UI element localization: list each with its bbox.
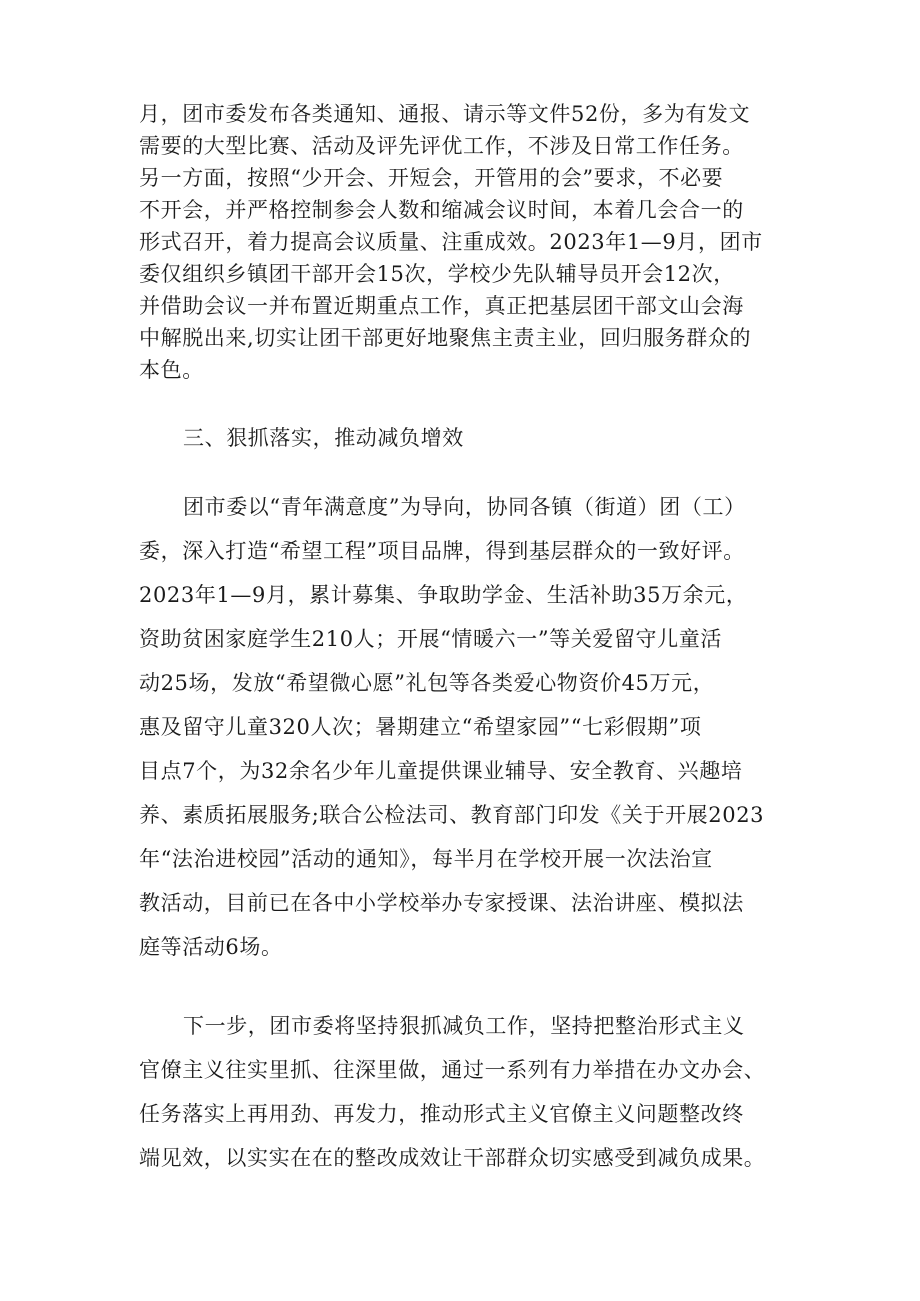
paragraph-3-line-3: 任务落实上再用劲、再发力，推动形式主义官僚主义问题整改终 xyxy=(139,1102,744,1126)
paragraph-2-line-2: 委，深入打造“希望工程”项目品牌，得到基层群众的一致好评。 xyxy=(139,539,745,563)
paragraph-1-line-5: 形式召开，着力提高会议质量、注重成效。2023年1—9月，团市 xyxy=(139,230,763,254)
paragraph-1-line-6: 委仅组织乡镇团干部开会15次，学校少先队辅导员开会12次， xyxy=(139,262,735,286)
paragraph-2-line-3: 2023年1—9月，累计募集、争取助学金、生活补助35万余元， xyxy=(139,583,748,607)
paragraph-1-line-8: 中解脱出来,切实让团干部更好地聚焦主责主业，回归服务群众的 xyxy=(139,326,752,350)
paragraph-2-line-5: 动25场，发放“希望微心愿”礼包等各类爱心物资价45万元， xyxy=(139,671,715,695)
paragraph-3-line-1: 下一步，团市委将坚持狠抓减负工作，坚持把整治形式主义 xyxy=(183,1014,745,1038)
paragraph-2-line-1: 团市委以“青年满意度”为导向，协同各镇（街道）团（工） xyxy=(183,495,746,519)
paragraph-1-line-2: 需要的大型比赛、活动及评先评优工作，不涉及日常工作任务。 xyxy=(139,134,744,158)
section-heading: 三、狠抓落实，推动减负增效 xyxy=(183,426,464,450)
paragraph-1-line-9: 本色。 xyxy=(139,358,204,382)
paragraph-2-line-4: 资助贫困家庭学生210人；开展“情暖六一”等关爱留守儿童活 xyxy=(139,627,722,651)
paragraph-2-line-7: 目点7个，为32余名少年儿童提供课业辅导、安全教育、兴趣培 xyxy=(139,759,743,783)
paragraph-1-line-4: 不开会，并严格控制参会人数和缩减会议时间，本着几会合一的 xyxy=(139,198,744,222)
paragraph-1-line-3: 另一方面，按照“少开会、开短会，开管用的会”要求，不必要 xyxy=(139,166,724,190)
paragraph-2-line-11: 庭等活动6场。 xyxy=(139,935,283,959)
paragraph-2-line-10: 教活动，目前已在各中小学校举办专家授课、法治讲座、模拟法 xyxy=(139,891,744,915)
paragraph-2-line-8: 养、素质拓展服务;联合公检法司、教育部门印发《关于开展2023 xyxy=(139,803,765,827)
paragraph-2-line-6: 惠及留守儿童320人次；暑期建立“希望家园”“七彩假期”项 xyxy=(139,715,702,739)
paragraph-1-line-7: 并借助会议一并布置近期重点工作，真正把基层团干部文山会海 xyxy=(139,294,744,318)
paragraph-1-line-1: 月，团市委发布各类通知、通报、请示等文件52份，多为有发文 xyxy=(139,102,751,126)
paragraph-3-line-4: 端见效，以实实在在的整改成效让干部群众切实感受到减负成果。 xyxy=(139,1146,766,1170)
paragraph-3-line-2: 官僚主义往实里抓、往深里做，通过一系列有力举措在办文办会、 xyxy=(139,1058,766,1082)
paragraph-2-line-9: 年“法治进校园”活动的通知》，每半月在学校开展一次法治宣 xyxy=(139,847,713,871)
